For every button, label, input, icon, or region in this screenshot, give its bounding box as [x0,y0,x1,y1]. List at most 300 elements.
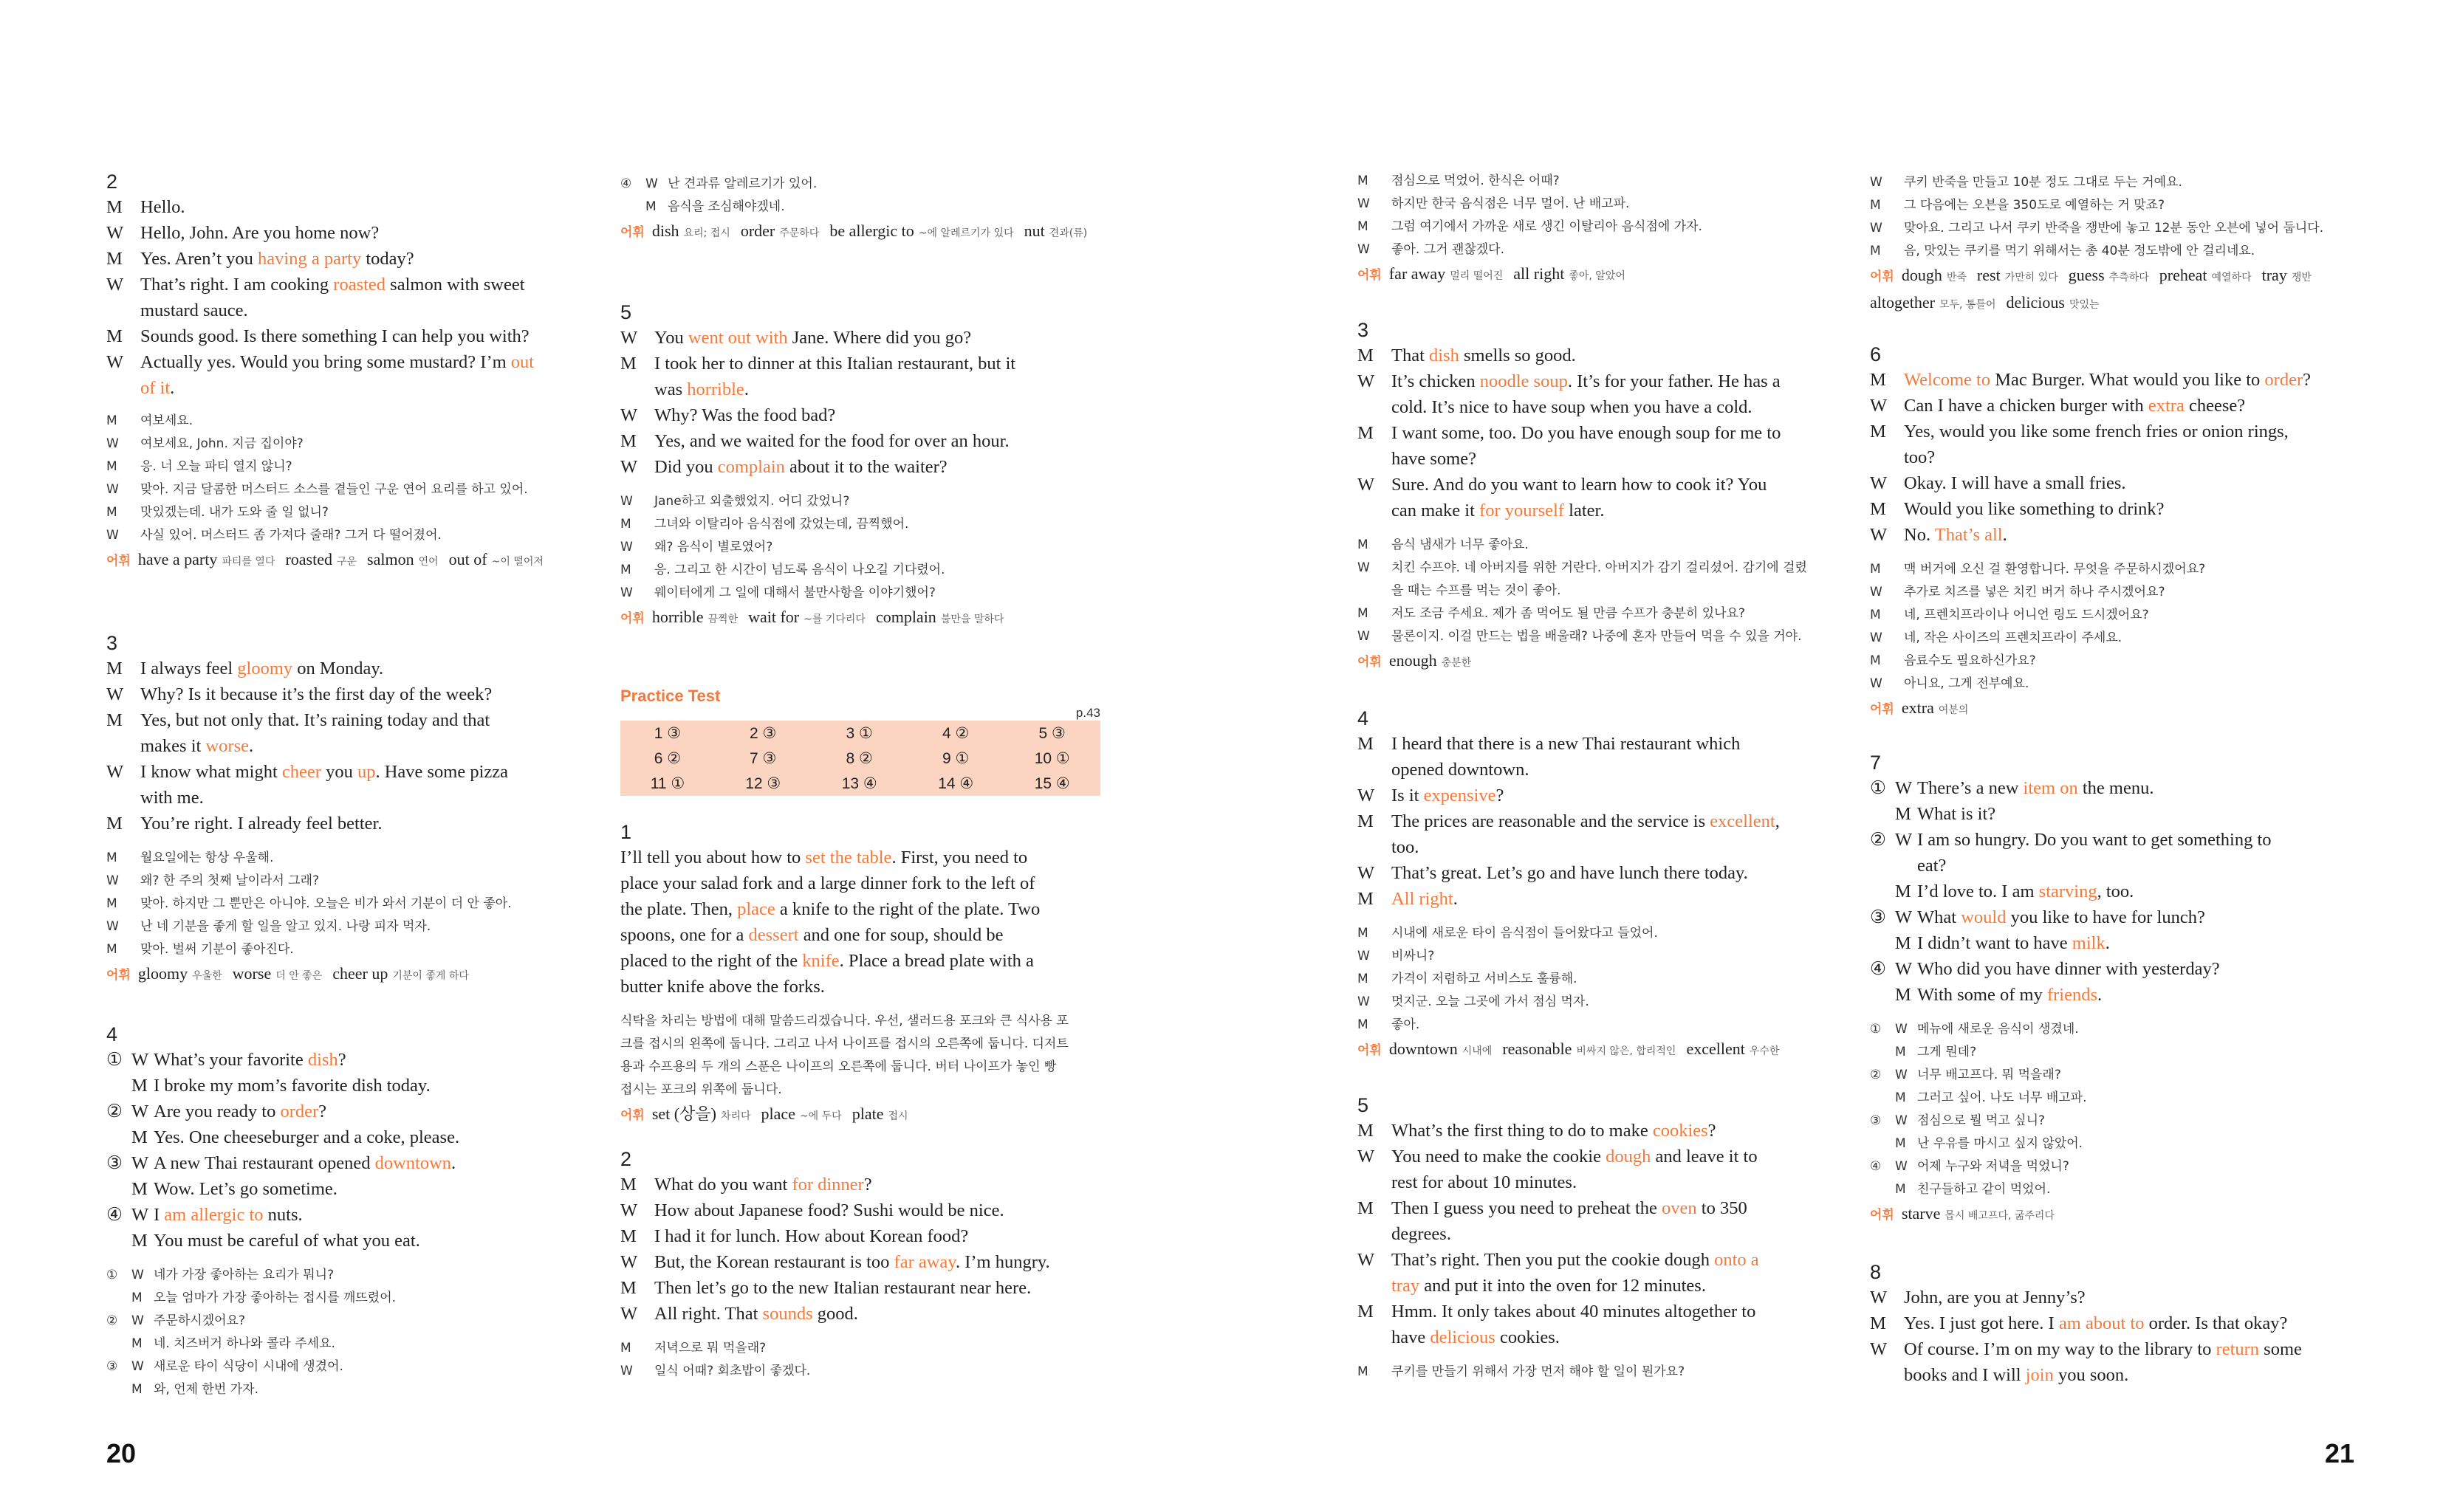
translation-text: 맞아. 지금 달콤한 머스터드 소스를 곁들인 구운 연어 요리를 하고 있어. [140,482,528,497]
highlight-phrase: join [2025,1365,2054,1385]
speaker-marker: M [1870,422,1886,441]
translation-line [106,893,585,915]
translation-line [620,173,1100,196]
speaker-marker: M [1357,1302,1374,1322]
speaker-marker [1870,1362,1904,1388]
dialogue-line [106,272,585,298]
translation-line [1357,238,1837,261]
speaker-marker: W [1895,1113,1908,1128]
speaker-marker: M [620,517,631,532]
vocab-label: 어휘 [1870,702,1894,717]
answer-cell: 5 ③ [1038,724,1066,742]
section-number: 6 [1870,343,1882,365]
text-segment: on Monday. [292,659,384,678]
text-segment: Mac Burger. What would you like to [1990,370,2265,390]
choice-marker: ④ [620,176,632,191]
vocab-meaning: 요리; 접시 [683,227,730,239]
translation-text: 왜? 한 주의 첫째 날이라서 그래? [140,873,320,888]
highlight-phrase: sounds [762,1304,813,1324]
translation-text: 점심으로 먹었어. 한식은 어때? [1391,173,1560,188]
speaker-marker: M [131,1231,148,1251]
translation-line [620,490,1100,513]
vocab-meaning: 접시 [888,1110,908,1122]
speaker-marker: M [1357,1364,1368,1379]
speaker-marker: M [106,942,117,957]
dialogue-line [1357,808,1837,834]
korean-translation [1357,1361,1837,1384]
text-segment: Did you [654,457,718,477]
translation-line [1870,1178,2354,1201]
choice-marker [1870,1041,1895,1064]
text-segment: have [1391,1327,1430,1347]
vocab-word: extra [1901,698,1934,717]
translation-line [1357,945,1837,968]
speaker-marker: M [131,1382,143,1397]
line-text: That’s great. Let’s go and have lunch there today. [1391,863,1748,883]
translation-text: 음료수도 필요하신가요? [1904,653,2036,668]
english-dialogue [106,194,585,401]
translation-line [1357,193,1837,216]
highlight-phrase: am allergic to [164,1205,264,1225]
vocabulary [620,605,1100,632]
vocab-meaning: 우수한 [1749,1045,1780,1057]
vocab-word: complain [875,608,936,626]
dialogue-line [106,1073,585,1099]
line-text: Sounds good. Is there something I can help you with? [140,326,530,346]
highlight-phrase: delicious [1430,1327,1495,1347]
speaker-marker: M [1870,198,1881,213]
translation-line [106,524,585,547]
line-text [1391,1247,1837,1273]
speaker-marker: M [1357,889,1374,909]
speaker-marker: W [1357,994,1370,1009]
translation-text: 그러고 싶어. 나도 너무 배고파. [1917,1090,2087,1105]
answer-cell: 7 ③ [750,749,777,767]
korean-translation [106,410,585,547]
dialogue-line [620,325,1100,351]
speaker-marker [1357,498,1391,523]
speaker-marker [1357,1324,1391,1350]
vocab-label: 어휘 [106,968,131,983]
passage-5-continued [1870,171,2354,317]
line-text: What is it? [1917,804,1996,824]
passage-7 [1870,750,2354,1228]
vocab-word: set (상을) [651,1104,716,1123]
speaker-marker [106,733,140,759]
dialogue-line [106,656,585,681]
vocab-word: salmon [367,550,414,568]
highlight-phrase: gloomy [237,659,293,678]
speaker-marker: W [645,176,658,191]
text-segment: There’s a new [1917,778,2024,798]
korean-translation [1870,558,2354,695]
text-segment: ? [1707,1121,1716,1141]
vocab-line [1870,1201,2354,1228]
translation-text: 저녁으로 뭐 먹을래? [654,1341,767,1355]
text-segment: , [1775,811,1780,831]
speaker-marker: M [1357,972,1368,986]
dialogue-line [1357,860,1837,886]
translation-text: 사실 있어. 머스터드 좀 가져다 줄래? 그거 다 떨어졌어. [140,528,442,543]
dialogue-line [1870,1310,2354,1336]
translation-text: 네가 가장 좋아하는 요리가 뭐니? [154,1268,335,1282]
line-text [140,272,585,298]
line-text: I took her to dinner at this Italian restaurant, but it [654,354,1016,374]
translation-text: 맞아. 하지만 그 뿐만은 아니야. 오늘은 비가 와서 기분이 더 안 좋아. [140,896,512,911]
section-number: 7 [1870,752,1882,774]
speaker-marker: M [620,1226,637,1246]
section-number: 8 [1870,1261,1882,1283]
translation-line [106,847,585,870]
translation-text: 네. 치즈버거 하나와 콜라 주세요. [154,1336,335,1351]
text-segment: . [248,736,254,756]
choice-marker: ③ [106,1153,123,1173]
speaker-marker: W [106,482,119,497]
choice-marker: ② [106,1313,118,1328]
translation-text: 물론이지. 이걸 만드는 법을 배울래? 나중에 혼자 만들어 먹을 수 있을 거야. [1391,629,1802,644]
speaker-marker: W [1895,1068,1908,1082]
vocab-meaning: ~에 알레르기가 있다 [918,227,1014,239]
highlight-phrase: went out with [688,328,788,348]
dialogue-line [1357,343,1837,368]
translation-text: 쿠키 반죽을 만들고 10분 정도 그대로 두는 거예요. [1904,175,2182,190]
vocabulary [620,1102,1100,1129]
line-text: too. [1391,837,1419,857]
dialogue-line [1870,879,2354,904]
vocab-word: all right [1513,264,1565,283]
speaker-marker: M [620,431,637,451]
speaker-marker: W [620,457,638,477]
speaker-marker: M [645,199,657,214]
text-segment: You [654,328,688,348]
dialogue-line [1357,420,1837,446]
answer-row [620,771,1100,796]
line-text [154,1202,585,1228]
vocabulary [1357,1037,1837,1064]
vocab-meaning: 우울한 [192,970,222,982]
highlight-phrase: extra [2148,396,2185,416]
text-segment: the menu. [2077,778,2154,798]
english-dialogue [1357,1118,1837,1350]
dialogue-line [1357,1118,1837,1144]
speaker-marker: W [106,919,119,934]
translation-line [1357,580,1837,602]
dialogue-line [620,377,1100,402]
highlight-phrase: complain [717,457,785,477]
speaker-marker [1895,853,1917,879]
highlight-phrase: friends [2046,985,2097,1005]
line-text: Wow. Let’s go sometime. [154,1179,338,1199]
choice-marker [106,1333,131,1355]
translation-line [620,513,1100,536]
dialogue-line [1357,472,1837,498]
translation-line [1870,1018,2354,1041]
dialogue-line [1870,1362,2354,1388]
speaker-marker: M [1357,811,1374,831]
speaker-marker: M [1357,734,1374,754]
speaker-marker: W [1357,786,1375,805]
translation-line [106,1333,585,1355]
speaker-marker: W [620,585,633,600]
text-segment: later. [1564,501,1605,520]
text-segment: You need to make the cookie [1391,1147,1606,1166]
korean-translation [620,1337,1100,1383]
translation-line [1357,922,1837,945]
translation-line [1357,625,1837,648]
translation-line [106,501,585,524]
speaker-marker: W [106,436,119,451]
translation-line [620,196,1100,219]
translation-line: 용과 수프용의 두 개의 스푼은 나이프의 오른쪽에 둡니다. 버터 나이프가 놓인 빵 [620,1059,1057,1074]
line-text: butter knife above the forks. [620,977,825,997]
highlight-phrase: cookies [1652,1121,1708,1141]
vocab-label: 어휘 [1357,655,1382,670]
dialogue-line [620,948,1100,974]
translation-line [1870,1133,2354,1155]
speaker-marker: W [1870,175,1882,190]
line-text [620,922,1100,948]
line-text [654,454,1100,480]
text-segment: ? [2303,370,2311,390]
speaker-marker: M [106,413,117,428]
vocab-word: cheer up [332,964,388,983]
line-text: rest for about 10 minutes. [1391,1172,1577,1192]
speaker-marker: M [106,197,123,217]
line-text [1904,522,2354,548]
choice-marker: ① [1870,778,1886,798]
vocab-word: dish [651,221,679,240]
line-text [1917,982,2354,1008]
line-text: John, are you at Jenny’s? [1904,1288,2086,1307]
answer-cell: 3 ① [846,724,873,742]
text-segment: That’s right. I am cooking [140,275,334,295]
text-segment: makes it [140,736,206,756]
translation-line [1870,627,2354,650]
speaker-marker: M [1357,1017,1368,1032]
english-passage [620,845,1100,1000]
translation-line [620,1360,1100,1383]
text-segment: the plate. Then, [620,899,738,919]
passage-1 [620,819,1100,1129]
translation-text: 비싸니? [1391,949,1435,963]
passage-4 [1357,706,1837,1064]
translation-line [1357,216,1837,238]
text-segment: I [154,1205,165,1225]
dialogue-line [106,349,585,375]
dialogue-line [106,194,585,220]
section-number: 4 [106,1023,118,1045]
highlight-phrase: am about to [2058,1313,2145,1333]
line-text: opened downtown. [1391,760,1529,780]
answer-row [620,721,1100,746]
translation-line [106,1355,585,1378]
dialogue-line [620,1301,1100,1327]
speaker-marker: W [620,494,633,509]
dialogue-line [106,681,585,707]
line-text: Who did you have dinner with yesterday? [1917,959,2220,979]
line-text: I want some, too. Do you have enough soup for me to [1391,423,1781,443]
translation-text: 네, 작은 사이즈의 프렌치프라이 주세요. [1904,630,2122,645]
highlight-phrase: dish [1429,346,1459,365]
passage-2 [620,1147,1100,1383]
line-text: Why? Is it because it’s the first day of the week? [140,684,493,704]
vocab-word: altogether [1870,293,1935,312]
dialogue-4-continued [620,173,1100,246]
speaker-marker: W [131,1313,144,1328]
text-segment: Yes. Aren’t you [140,249,258,269]
vocabulary [106,961,585,989]
line-text [1391,783,1837,808]
choice-marker [1870,1087,1895,1110]
highlight-phrase: tray [1391,1276,1420,1296]
vocab-word: be allergic to [829,221,914,240]
highlight-phrase: for dinner [792,1175,864,1195]
dialogue-line [106,759,585,785]
dialogue-line [620,1172,1100,1197]
text-segment: today? [361,249,414,269]
vocab-line [620,605,1100,632]
translation-line [106,1378,585,1401]
translation-text: 여보세요. [140,413,193,428]
dialogue-line [1357,783,1837,808]
dialogue-line [620,1249,1100,1275]
highlight-phrase: having a party [258,249,362,269]
vocab-line [1870,263,2354,317]
translation-line: 식탁을 차리는 방법에 대해 말씀드리겠습니다. 우선, 샐러드용 포크와 큰 식사용 포 [620,1014,1069,1028]
passage-5 [1357,1093,1837,1384]
choice-marker: ① [1870,1022,1882,1037]
vocabulary [106,547,585,574]
speaker-marker: W [620,1200,638,1220]
vocab-word: downtown [1388,1040,1458,1058]
vocab-meaning: 예열하다 [2211,272,2252,284]
translation-line [106,1264,585,1287]
choice-marker [106,1228,131,1254]
choice-marker [106,1124,131,1150]
highlight-phrase: up [357,762,376,782]
speaker-marker: M [106,505,117,520]
vocab-meaning: 파티를 열다 [222,556,275,568]
vocab-label: 어휘 [1870,269,1894,284]
translation-line [106,433,585,456]
text-segment: All right. That [654,1304,763,1324]
vocab-word: reasonable [1502,1040,1572,1058]
vocabulary [1870,1201,2354,1228]
choice-marker [1870,1133,1895,1155]
text-segment: I’d love to. I am [1917,882,2039,901]
section-number: 1 [620,821,632,843]
dialogue-line [1357,1169,1837,1195]
vocab-word: tray [2261,266,2287,284]
text-segment: . It’s for your father. He has a [1567,371,1781,391]
speaker-marker: W [1870,1339,1888,1359]
speaker-marker: W [106,275,124,295]
vocab-meaning: 주문하다 [779,227,820,239]
translation-text: 음식 냄새가 너무 좋아요. [1391,537,1529,552]
highlight-phrase: dough [1606,1147,1651,1166]
translation-line [1870,581,2354,604]
speaker-marker: M [1357,346,1374,365]
text-segment: What [1917,907,1961,927]
dialogue-line [1870,367,2354,393]
dialogue-line [106,1176,585,1202]
english-dialogue [106,1047,585,1254]
choice-marker [106,1287,131,1310]
text-segment: to 350 [1696,1198,1747,1218]
translation-line [1870,650,2354,673]
speaker-marker: M [620,1175,637,1195]
section-number: 2 [620,1148,632,1170]
text-segment: . [2002,525,2007,545]
translation-line [106,938,585,961]
line-text [620,948,1100,974]
vocab-meaning: 좋아, 알았어 [1569,270,1625,282]
dialogue-line [620,896,1100,922]
translation-text: 치킨 수프야. 네 아버지를 위한 거란다. 아버지가 감기 걸리셨어. 감기에 걸렸 [1391,560,1807,575]
vocab-meaning: 여분의 [1938,704,1969,716]
text-segment: That [1391,346,1430,365]
speaker-marker: W [131,1268,144,1282]
text-segment: I’ll tell you about how to [620,848,806,867]
choice-marker: ④ [1870,959,1886,979]
text-segment: What’s your favorite [154,1050,308,1070]
translation-line [106,410,585,433]
vocab-line [1357,1037,1837,1064]
speaker-marker [1357,394,1391,420]
dialogue-line [1357,446,1837,472]
highlight-phrase: order [2264,370,2303,390]
vocab-meaning: 연어 [418,556,439,568]
speaker-marker: M [1895,1090,1906,1105]
dialogue-line [620,1223,1100,1249]
choice-marker: ② [1870,1068,1882,1082]
speaker-marker: W [1870,473,1888,493]
dialogue-line [106,1150,585,1176]
highlight-phrase: would [1961,907,2007,927]
speaker-marker: W [106,223,124,243]
vocab-meaning: 차리다 [720,1110,751,1122]
translation-text: 아니요, 그게 전부예요. [1904,676,2029,691]
speaker-marker: M [1895,1182,1906,1197]
highlight-phrase: excellent [1710,811,1775,831]
translation-line [1357,1014,1837,1037]
text-segment: . [744,379,749,399]
vocab-label: 어휘 [620,1108,645,1123]
highlight-phrase: out [510,352,535,372]
line-text [140,759,585,785]
highlight-phrase: That’s all [1934,525,2003,545]
line-text: I heard that there is a new Thai restaurant which [1391,734,1741,754]
line-text [140,656,585,681]
vocab-meaning: 견과(류) [1049,227,1088,239]
line-text [1904,393,2354,419]
line-text: Yes. One cheeseburger and a coke, please. [154,1127,460,1147]
speaker-marker: M [1870,562,1881,577]
speaker-marker [106,375,140,401]
korean-translation [106,847,585,961]
translation-text: 와, 언제 한번 가자. [154,1382,258,1397]
speaker-marker: M [106,850,117,865]
vocab-word: excellent [1686,1040,1745,1058]
translation-line: 크를 접시의 왼쪽에 둡니다. 그리고 나서 나이프를 접시의 오른쪽에 둡니다. 디저트 [620,1037,1069,1051]
translation-text: 왜? 음식이 별로였어? [654,540,773,554]
line-text [1904,1336,2354,1362]
text-segment: What do you want [654,1175,792,1195]
text-segment: some [2259,1339,2302,1359]
translation-line [106,1287,585,1310]
text-segment: you like to have for lunch? [2006,907,2205,927]
english-dialogue [620,1172,1100,1327]
